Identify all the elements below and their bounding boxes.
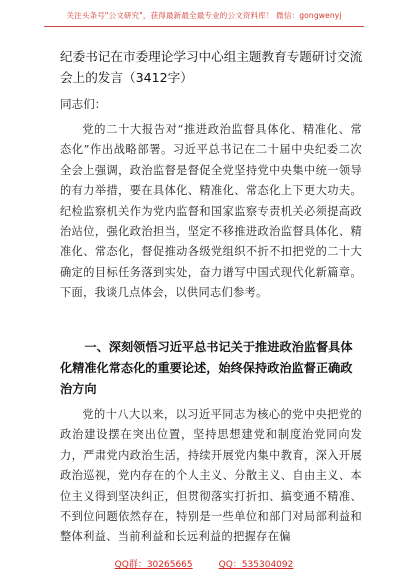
footer-contacts	[0, 557, 408, 570]
footer-qq: QQ：535304092	[218, 560, 294, 570]
header-banner: 关注头条号"公文研究"，获得最新最全最专业的公文资料库！ 微信：gongwenyj	[66, 11, 342, 20]
document-title: 纪委书记在市委理论学习中心组主题教育专题研讨交流会上的发言（3412字）	[60, 49, 363, 85]
body-paragraph-1: 党的二十大报告对“推进政治监督具体化、精准化、常态化”作出战略部署。习近平总书记在二十届中央纪委二次全会上强调，政治监督是督促全党坚持党中央集中统一领导的有力举措，要在具体化、精准化、常态化上下更大功夫。纪检监察机关作为党内监督和国家监察专责机关必须提高政治站位，强化政治担当，坚定不移推进政治监督具体化、精准化、常态化，督促推动各级党组织不折不扣把党的二十大确定的目标任务落到实处，奋力谱写中国式现代化新篇章。下面，我谈几点体会，以供同志们参考。	[60, 123, 362, 300]
footer-qq-group: QQ群：30265665	[114, 560, 193, 570]
section-heading-1: 一、深刻领悟习近平总书记关于推进政治监督具体化精准化常态化的重要论述，始终保持政治监督正确政治方向	[60, 340, 353, 396]
header-divider	[44, 26, 364, 27]
body-paragraph-2: 党的十八大以来，以习近平同志为核心的党中央把党的政治建设摆在突出位置，坚持思想建党和制度治党同向发力，严肃党内政治生活，持续开展党内集中教育，深入开展政治巡视，党内存在的个人主义、分散主义、自由主义、本位主义得到坚决纠正，但贯彻落实打折扣、搞变通不精准、不到位问题依然存在，特别是一些单位和部门对局部利益和整体利益、当前利益和长远利益的把握存在偏	[60, 408, 362, 544]
salutation: 同志们：	[60, 97, 107, 111]
